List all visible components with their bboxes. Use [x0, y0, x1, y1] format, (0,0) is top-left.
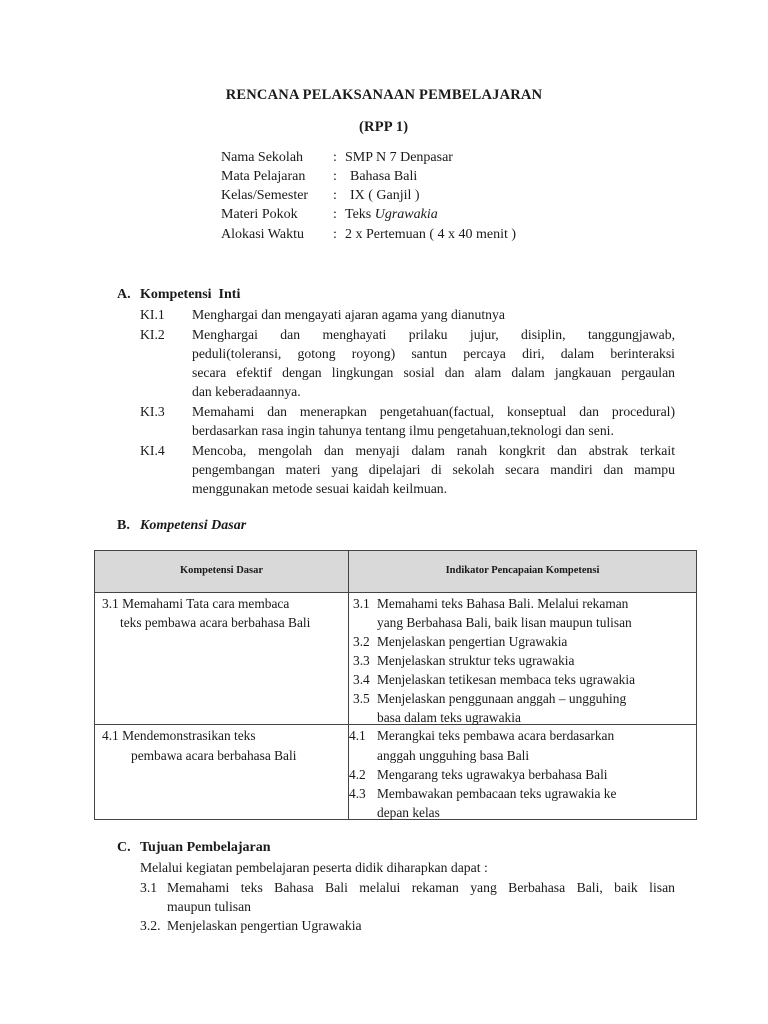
kd-text: teks pembawa acara berbahasa Bali	[120, 615, 311, 630]
ki-code: KI.4	[140, 443, 165, 458]
info-label: Mata Pelajaran	[221, 169, 306, 184]
section-b-letter: B.	[117, 518, 130, 533]
section-c-letter: C.	[117, 840, 131, 855]
indicator-text: yang Berbahasa Bali, baik lisan maupun tulisan	[377, 615, 632, 630]
info-value-italic: Ugrawakia	[374, 207, 438, 222]
info-value-prefix: Teks	[345, 207, 375, 222]
tujuan-text: Memahami teks Bahasa Bali melalui rekaman yang Berbahasa Bali, baik lisan	[167, 880, 675, 895]
ki-text: dan keberadaannya.	[192, 384, 301, 399]
indicator-num: 4.2	[349, 767, 366, 782]
info-sep: :	[333, 169, 337, 184]
kd-text: 4.1 Mendemonstrasikan teks	[102, 728, 256, 743]
tujuan-text: maupun tulisan	[167, 899, 252, 914]
section-a-heading: Kompetensi Inti	[140, 287, 241, 302]
table-header-indikator: Indikator Pencapaian Kompetensi	[445, 565, 600, 576]
ki-code: KI.1	[140, 307, 165, 322]
info-value	[345, 207, 438, 223]
ki-text: peduli(toleransi, gotong royong) santun percaya diri, dalam berinteraksi	[192, 346, 675, 361]
kd-text: pembawa acara berbahasa Bali	[131, 748, 297, 763]
info-sep: :	[333, 227, 337, 242]
info-value: SMP N 7 Denpasar	[345, 150, 453, 165]
indicator-text: depan kelas	[377, 805, 440, 820]
info-value: IX ( Ganjil )	[350, 188, 420, 203]
ki-text: berdasarkan rasa ingin tahunya tentang ilmu pengetahuan,teknologi dan seni.	[192, 423, 614, 438]
tujuan-num: 3.2.	[140, 918, 161, 933]
indicator-text: Memahami teks Bahasa Bali. Melalui rekaman	[377, 596, 629, 611]
indicator-num: 3.3	[353, 653, 370, 668]
indicator-text: Menjelaskan penggunaan anggah – ungguhing	[377, 691, 627, 706]
section-c-heading: Tujuan Pembelajaran	[140, 840, 271, 855]
kd-text: 3.1 Memahami Tata cara membaca	[102, 596, 290, 611]
section-b-heading: Kompetensi Dasar	[140, 518, 247, 533]
info-value: Bahasa Bali	[350, 169, 418, 184]
ki-code: KI.2	[140, 327, 165, 342]
info-sep: :	[333, 150, 337, 165]
ki-code: KI.3	[140, 404, 165, 419]
info-label: Nama Sekolah	[221, 150, 304, 165]
kd-table	[94, 550, 697, 820]
indicator-text: Merangkai teks pembawa acara berdasarkan	[377, 728, 615, 743]
info-label: Alokasi Waktu	[221, 227, 304, 242]
info-value: 2 x Pertemuan ( 4 x 40 menit )	[345, 227, 517, 242]
ki-text: Menghargai dan mengayati ajaran agama yang dianutnya	[192, 307, 505, 322]
indicator-text: anggah ungguhing basa Bali	[377, 748, 530, 763]
info-label: Kelas/Semester	[221, 188, 309, 203]
indicator-text: Menjelaskan tetikesan membaca teks ugrawakia	[377, 672, 636, 687]
info-label: Materi Pokok	[221, 207, 298, 222]
ki-text: Mencoba, mengolah dan menyaji dalam ranah kongkrit dan abstrak terkait	[192, 443, 675, 458]
info-sep: :	[333, 207, 337, 222]
indicator-num: 4.3	[349, 786, 366, 801]
document-subtitle: (RPP 1)	[359, 119, 409, 135]
ki-text: Menghargai dan menghayati prilaku jujur, disiplin, tanggungjawab,	[192, 327, 675, 342]
indicator-text: basa dalam teks ugrawakia	[377, 710, 521, 725]
indicator-text: Menjelaskan pengertian Ugrawakia	[377, 634, 568, 649]
ki-text: menggunakan metode sesuai kaidah keilmuan.	[192, 481, 448, 496]
section-a-letter: A.	[117, 287, 131, 302]
indicator-num: 3.2	[353, 634, 370, 649]
indicator-num: 3.1	[353, 596, 370, 611]
tujuan-num: 3.1	[140, 880, 158, 895]
indicator-num: 4.1	[349, 728, 366, 743]
indicator-text: Mengarang teks ugrawakya berbahasa Bali	[377, 767, 608, 782]
section-c-intro: Melalui kegiatan pembelajaran peserta didik diharapkan dapat :	[140, 860, 488, 875]
ki-text: Memahami dan menerapkan pengetahuan(factual, konseptual dan procedural)	[192, 404, 675, 419]
ki-text: secara efektif dengan lingkungan sosial dan alam dalam jangkauan pergaulan	[192, 365, 675, 380]
indicator-num: 3.5	[353, 691, 370, 706]
indicator-text: Membawakan pembacaan teks ugrawakia ke	[377, 786, 617, 801]
table-header-kd: Kompetensi Dasar	[179, 565, 264, 576]
indicator-text: Menjelaskan struktur teks ugrawakia	[377, 653, 575, 668]
tujuan-text: Menjelaskan pengertian Ugrawakia	[167, 918, 362, 933]
document-title: RENCANA PELAKSANAAN PEMBELAJARAN	[225, 87, 543, 103]
info-sep: :	[333, 188, 337, 203]
ki-text: pengembangan materi yang dipelajari di sekolah secara mandiri dan mampu	[192, 462, 675, 477]
indicator-num: 3.4	[353, 672, 370, 687]
